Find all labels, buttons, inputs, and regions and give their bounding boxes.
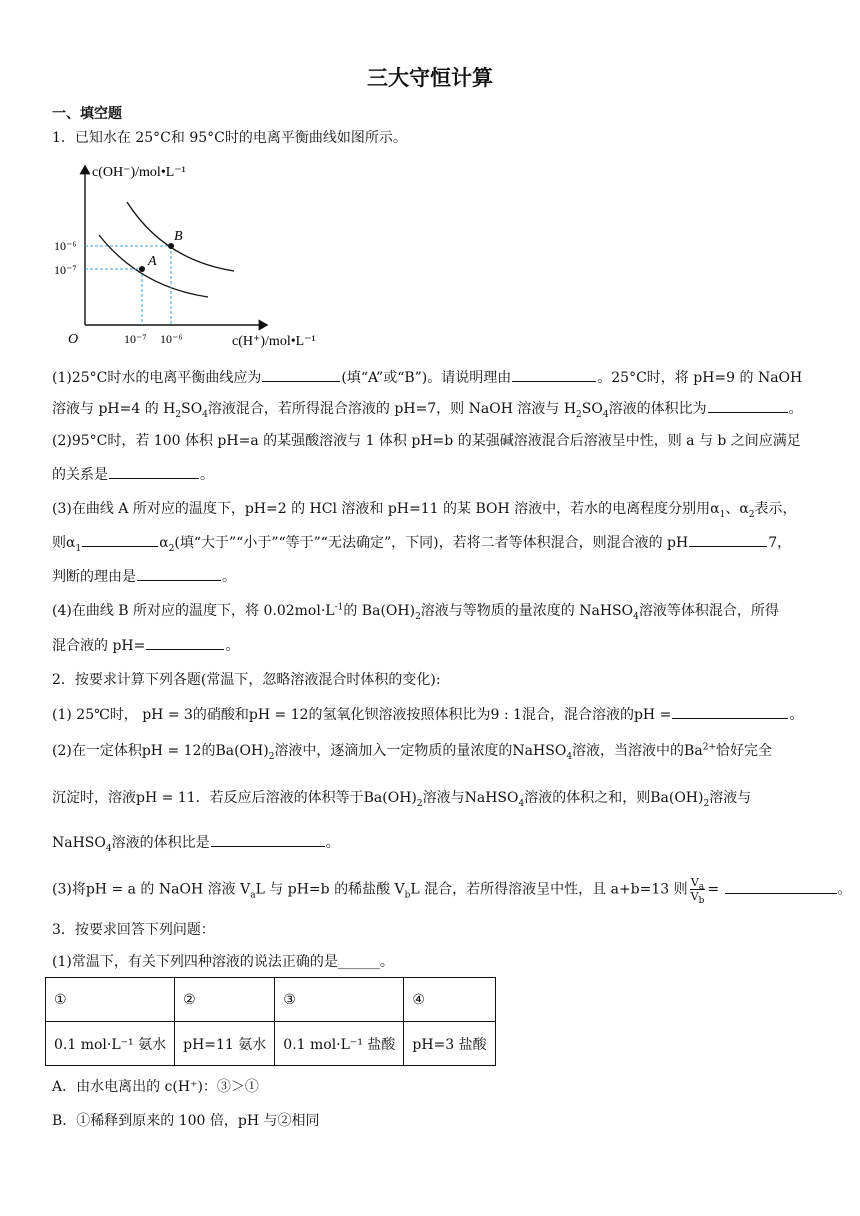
table-header-cell: ③ bbox=[275, 978, 404, 1022]
answer-blank[interactable] bbox=[82, 532, 158, 547]
q1-p1-text-b: (填“A”或“B”)。请说明理由 bbox=[341, 370, 512, 386]
answer-blank[interactable] bbox=[262, 367, 340, 382]
ionization-graph bbox=[52, 158, 342, 353]
table-row bbox=[46, 978, 496, 1022]
q2-p2-text-h: 溶液与 bbox=[709, 790, 752, 806]
q1-p3-line3 bbox=[52, 566, 812, 587]
table-cell: 0.1 mol·L⁻¹ 氨水 bbox=[46, 1022, 175, 1066]
q3-p1: (1)常温下，有关下列四种溶液的说法正确的是______。 bbox=[52, 954, 394, 970]
q1-p4-line1: (4)在曲线 B 所对应的温度下，将 $0.02mol\cdot L^{-1}$的 $Ba(OH)_2$溶液与等物质的量浓度的 NaHSO$_4$溶液等体积混合，所得 bbox=[52, 602, 779, 622]
answer-blank[interactable] bbox=[689, 532, 767, 547]
point-b-label: B bbox=[174, 229, 183, 244]
y-tick-1: 10⁻⁶ bbox=[54, 239, 77, 253]
point-a-dot bbox=[139, 266, 145, 272]
q1-p4-text-b: 的 Ba(OH) bbox=[343, 603, 416, 619]
q1-p4-end: 。 bbox=[225, 638, 240, 654]
y-axis-label: c(OH⁻)/mol•L⁻¹ bbox=[92, 165, 186, 180]
section-heading: 一、填空题 bbox=[52, 106, 122, 122]
answer-blank[interactable] bbox=[672, 704, 788, 719]
q2-p1 bbox=[52, 704, 812, 725]
q1-p3-text-g: 7， bbox=[768, 535, 792, 551]
answer-blank[interactable] bbox=[512, 367, 596, 382]
answer-blank[interactable] bbox=[146, 635, 224, 650]
q1-p4-text-a: (4)在曲线 B 所对应的温度下，将 0.02mol·L bbox=[52, 603, 335, 619]
q1-p1-text-a: (1)25°C时水的电离平衡曲线应为 bbox=[52, 370, 262, 386]
q1-p1-text-g: SO bbox=[581, 401, 603, 417]
q1-p3-text-h: 判断的理由是 bbox=[52, 569, 136, 585]
q2-p3: (3)将pH = a 的 NaOH 溶液 $V_aL$ 与 pH=b 的稀盐酸 $V_bL$ 混合，若所得溶液呈中性，且 a+b=13 则 $\frac{V_a}{V_b}$ = 。 bbox=[52, 876, 852, 907]
q2-p3-text-a: (3)将pH = a 的 NaOH 溶液 V bbox=[52, 881, 251, 898]
q1-p4-text-d: 溶液等体积混合，所得 bbox=[638, 603, 779, 619]
q1-p2-line1: (2)95°C时，若 100 体积 pH=a 的某强酸溶液与 1 体积 pH=b 的某强碱溶液混合后溶液呈中性，则 a 与 b 之间应满足 bbox=[52, 433, 801, 449]
q2-p2-line3: NaHSO$_4$溶液的体积比是 。 bbox=[52, 832, 812, 853]
q3-option-a: A．由水电离出的 c(H⁺)：③＞① bbox=[52, 1079, 259, 1095]
q1-stem: 1．已知水在 25°C和 95°C时的电离平衡曲线如图所示。 bbox=[52, 130, 407, 146]
q2-p2-text-e: 沉淀时，溶液pH = 11．若反应后溶液的体积等于Ba(OH) bbox=[52, 790, 417, 806]
x-tick-2: 10⁻⁶ bbox=[160, 332, 183, 346]
page-title: 三大守恒计算 bbox=[367, 66, 493, 90]
q1-p3-text-f: (填“大于”“小于”“等于”“无法确定”，下同)，若将二者等体积混合，则混合液的 pH bbox=[174, 535, 689, 551]
q1-p3-text-b: 、α bbox=[725, 501, 749, 517]
q1-p1-text-h: 溶液的体积比为 bbox=[608, 401, 707, 417]
q1-p1-text-d: 溶液与 pH=4 的 H bbox=[52, 401, 176, 417]
table-cell: 0.1 mol·L⁻¹ 盐酸 bbox=[275, 1022, 404, 1066]
q1-p4-line2 bbox=[52, 635, 812, 656]
q2-p3-text-c: L 混合，若所得溶液呈中性，且 a+b=13 则 bbox=[410, 881, 688, 898]
q1-p2-text-b: 的关系是 bbox=[52, 467, 108, 483]
solutions-table bbox=[45, 977, 496, 1066]
q1-p4-text-e: 混合液的 pH= bbox=[52, 638, 146, 654]
q2-p1-end: 。 bbox=[789, 707, 804, 723]
q1-p3-text-a: (3)在曲线 A 所对应的温度下，pH=2 的 HCl 溶液和 pH=11 的某 BOH 溶液中，若水的电离程度分别用α bbox=[52, 501, 720, 517]
q2-p2-text-d: 恰好完全 bbox=[715, 743, 772, 759]
table-header-cell: ④ bbox=[404, 978, 495, 1022]
answer-blank[interactable] bbox=[725, 879, 837, 894]
q2-p2-end: 。 bbox=[325, 835, 340, 851]
q1-p3-line1: (3)在曲线 A 所对应的温度下，pH=2 的 HCl 溶液和 pH=11 的某 BOH 溶液中，若水的电离程度分别用$\alpha_1$、$\alpha_2$表示， bbox=[52, 501, 797, 520]
q2-p2-text-f: 溶液与NaHSO bbox=[422, 790, 519, 806]
q2-p2-text-g: 溶液的体积之和，则Ba(OH) bbox=[524, 790, 704, 806]
answer-blank[interactable] bbox=[708, 398, 788, 413]
volume-ratio-fraction: $\frac{V_a}{V_b}$ bbox=[690, 876, 705, 907]
q2-p2-line1: (2)在一定体积pH = 12的$Ba(OH)_2$溶液中，逐滴加入一定物质的量浓度的NaHSO$_4$溶液，当溶液中的$Ba^{2+}$恰好完全 bbox=[52, 742, 772, 762]
q2-p2-text-c: 溶液，当溶液中的Ba bbox=[572, 743, 703, 759]
x-tick-1: 10⁻⁷ bbox=[124, 332, 147, 346]
q2-p3-text-b: L 与 pH=b 的稀盐酸 V bbox=[255, 881, 405, 898]
q2-p2-text-i: NaHSO bbox=[52, 835, 106, 851]
y-tick-2: 10⁻⁷ bbox=[54, 263, 77, 277]
q1-p2-end: 。 bbox=[200, 467, 214, 483]
table-cell: pH=3 盐酸 bbox=[404, 1022, 495, 1066]
x-axis-label: c(H⁺)/mol•L⁻¹ bbox=[232, 334, 316, 349]
q3-stem: 3．按要求回答下列问题： bbox=[52, 922, 215, 938]
q2-p2-text-a: (2)在一定体积pH = 12的Ba(OH) bbox=[52, 743, 269, 759]
table-header-cell: ② bbox=[175, 978, 275, 1022]
q1-p3-text-c: 表示， bbox=[754, 501, 797, 517]
q1-p3-end: 。 bbox=[222, 569, 236, 585]
q1-p3-text-d: 则α bbox=[52, 535, 76, 551]
q3-option-b: B．①稀释到原来的 100 倍，pH 与②相同 bbox=[52, 1113, 320, 1129]
q2-p2-text-b: 溶液中，逐滴加入一定物质的量浓度的NaHSO bbox=[274, 743, 567, 759]
table-row bbox=[46, 1022, 496, 1066]
answer-blank[interactable] bbox=[137, 566, 221, 581]
q1-p3-text-e: α bbox=[159, 535, 169, 551]
q1-p1-text-f: 溶液混合，若所得混合溶液的 pH=7，则 NaOH 溶液与 H bbox=[207, 401, 577, 417]
q2-p3-end: 。 bbox=[837, 881, 852, 898]
point-a-label: A bbox=[148, 254, 157, 269]
q2-p2-text-j: 溶液的体积比是 bbox=[111, 835, 210, 851]
q1-p1-text-c: 。25°C时，将 pH=9 的 NaOH bbox=[597, 370, 803, 386]
origin-label: O bbox=[68, 332, 79, 347]
q1-p3-line2: 则$\alpha_1$ $\alpha_2$(填“大于”“小于”“等于”“无法确定”，下同)，若将二者等体积混合，则混合液的 pH 7， bbox=[52, 532, 812, 553]
q2-p2-line2: 沉淀时，溶液pH = 11．若反应后溶液的体积等于$Ba(OH)_2$溶液与NaHSO$_4$溶液的体积之和，则$Ba(OH)_2$溶液与 bbox=[52, 790, 752, 809]
table-cell: pH=11 氨水 bbox=[175, 1022, 275, 1066]
answer-blank[interactable] bbox=[109, 464, 199, 479]
q1-p1-line1 bbox=[52, 367, 812, 388]
q1-p1-text-e: SO bbox=[181, 401, 203, 417]
q1-p1-line2: 溶液与 pH=4 的 $H_2SO_4$溶液混合，若所得混合溶液的 pH=7，则 NaOH 溶液与 $H_2SO_4$溶液的体积比为 。 bbox=[52, 398, 812, 419]
table-header-cell: ① bbox=[46, 978, 175, 1022]
answer-blank[interactable] bbox=[211, 832, 325, 847]
q2-stem: 2．按要求计算下列各题(常温下，忽略溶液混合时体积的变化): bbox=[52, 672, 441, 688]
q1-p1-end: 。 bbox=[788, 401, 803, 417]
q2-p1-text-a: (1) 25℃时， pH = 3的硝酸和pH = 12的氢氧化钡溶液按照体积比为9 : 1混合，混合溶液的pH = bbox=[52, 707, 672, 723]
q1-p2-line2 bbox=[52, 464, 812, 485]
q1-p4-text-c: 溶液与等物质的量浓度的 NaHSO bbox=[420, 603, 634, 619]
